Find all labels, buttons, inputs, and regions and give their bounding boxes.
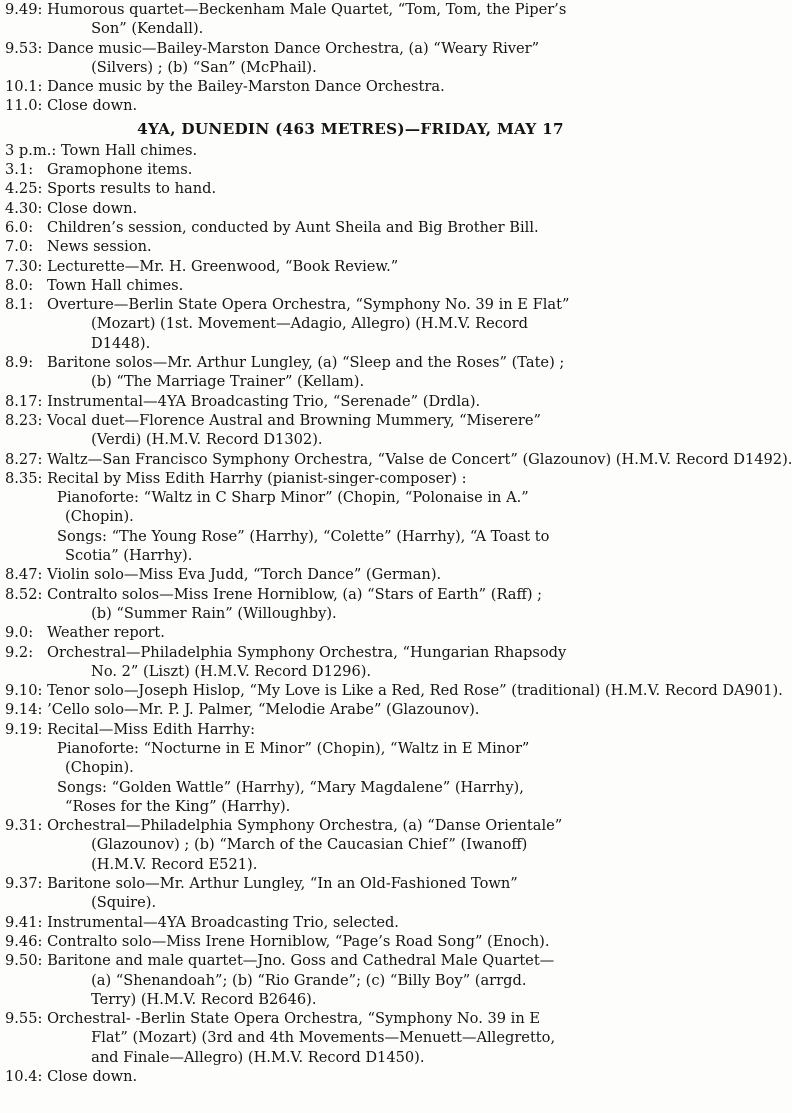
program-line: Son” (Kendall). xyxy=(91,20,204,38)
program-line: ’Cello solo—Mr. P. J. Palmer, “Melodie Arabe” (Glazounov). xyxy=(47,701,480,719)
program-entry xyxy=(5,450,792,469)
program-description xyxy=(47,276,696,295)
program-description xyxy=(47,565,696,584)
program-line: (Chopin). xyxy=(65,759,134,777)
program-line: Gramophone items. xyxy=(47,161,193,179)
program-entry xyxy=(5,1067,696,1086)
program-time: 8.47: xyxy=(5,566,48,584)
program-line: (Mozart) (1st. Movement—Adagio, Allegro) (H.M.V. Record xyxy=(91,315,528,333)
program-time: 6.0: xyxy=(5,218,48,236)
program-line: Flat” (Mozart) (3rd and 4th Movements—Menuett—Allegretto, xyxy=(91,1029,556,1047)
program-description xyxy=(47,720,696,739)
program-description xyxy=(47,39,696,78)
program-description xyxy=(47,951,696,1009)
program-line: Instrumental—4YA Broadcasting Trio, “Serenade” (Drdla). xyxy=(47,392,481,410)
program-entry xyxy=(5,739,696,778)
program-line: Baritone solo—Mr. Arthur Lungley, “In an Old-Fashioned Town” xyxy=(47,875,518,893)
program-line: (Squire). xyxy=(91,894,157,912)
program-description xyxy=(47,0,696,39)
program-description xyxy=(47,179,696,198)
program-entry xyxy=(5,295,696,353)
program-description xyxy=(47,295,696,353)
program-entry xyxy=(5,700,696,719)
program-entry xyxy=(5,392,696,411)
program-time: 3.1: xyxy=(5,161,48,179)
program-line: Orchestral- -Berlin State Opera Orchestra, “Symphony No. 39 in E xyxy=(47,1010,541,1028)
program-time: 3 p.m.: xyxy=(5,141,61,159)
program-entry xyxy=(5,643,696,682)
program-line: “Roses for the King” (Harrhy). xyxy=(65,797,291,815)
program-description xyxy=(47,411,696,450)
program-time: 4.25: xyxy=(5,180,48,198)
program-time xyxy=(5,739,57,778)
program-entry xyxy=(5,681,783,700)
program-time: 9.19: xyxy=(5,720,48,738)
program-time: 9.46: xyxy=(5,932,48,950)
program-time: 8.0: xyxy=(5,276,48,294)
program-entry xyxy=(5,199,696,218)
program-description xyxy=(47,469,696,488)
program-schedule xyxy=(5,141,792,1087)
program-line: Contralto solos—Miss Irene Horniblow, (a) “Stars of Earth” (Raff) ; xyxy=(47,585,543,603)
program-line: Recital by Miss Edith Harrhy (pianist-singer-composer) : xyxy=(47,469,467,487)
program-entry xyxy=(5,218,696,237)
program-entry xyxy=(5,932,696,951)
program-entry xyxy=(5,778,696,817)
program-entry xyxy=(5,411,696,450)
program-entry xyxy=(5,141,696,160)
program-line: (b) “The Marriage Trainer” (Kellam). xyxy=(91,373,365,391)
program-entry xyxy=(5,585,696,624)
program-line: (a) “Shenandoah”; (b) “Rio Grande”; (c) “Billy Boy” (arrgd. xyxy=(91,971,527,989)
program-line: Baritone solos—Mr. Arthur Lungley, (a) “Sleep and the Roses” (Tate) ; xyxy=(47,354,565,372)
program-line: (H.M.V. Record E521). xyxy=(91,855,258,873)
program-description xyxy=(47,585,696,624)
program-line: News session. xyxy=(47,238,152,256)
program-line: Orchestral—Philadelphia Symphony Orchestra, (a) “Danse Orientale” xyxy=(47,817,563,835)
program-entry xyxy=(5,179,696,198)
program-line: Songs: “The Young Rose” (Harrhy), “Colette” (Harrhy), “A Toast to xyxy=(57,527,550,545)
program-description xyxy=(47,353,696,392)
program-time: 4.30: xyxy=(5,199,48,217)
program-description xyxy=(47,874,696,913)
program-time: 9.2: xyxy=(5,643,48,661)
program-line: (Verdi) (H.M.V. Record D1302). xyxy=(91,431,323,449)
program-entry xyxy=(5,913,696,932)
program-line: Dance music by the Bailey-Marston Dance Orchestra. xyxy=(47,78,445,96)
program-line: Pianoforte: “Waltz in C Sharp Minor” (Chopin, “Polonaise in A.” xyxy=(57,489,529,507)
program-line: (b) “Summer Rain” (Willoughby). xyxy=(91,604,337,622)
program-line: Children’s session, conducted by Aunt Sheila and Big Brother Bill. xyxy=(47,218,539,236)
program-line: Weather report. xyxy=(47,624,165,642)
program-entry xyxy=(5,527,696,566)
program-line: Orchestral—Philadelphia Symphony Orchestra, “Hungarian Rhapsody xyxy=(47,643,567,661)
program-line: Town Hall chimes. xyxy=(60,141,198,159)
program-entry xyxy=(5,276,696,295)
program-description xyxy=(57,488,696,527)
program-line: Violin solo—Miss Eva Judd, “Torch Dance” (German). xyxy=(47,566,442,584)
program-time: 8.1: xyxy=(5,296,48,314)
program-time xyxy=(5,488,57,527)
program-entry xyxy=(5,96,696,115)
program-description xyxy=(47,77,696,96)
program-time: 9.0: xyxy=(5,624,48,642)
program-description xyxy=(47,237,696,256)
program-description xyxy=(47,218,696,237)
program-time xyxy=(5,778,57,817)
program-line: Lecturette—Mr. H. Greenwood, “Book Review.” xyxy=(47,257,399,275)
program-entry xyxy=(5,1009,696,1067)
program-line: Close down. xyxy=(47,1068,138,1086)
program-entry xyxy=(5,720,696,739)
program-time: 9.31: xyxy=(5,817,48,835)
program-description xyxy=(47,816,696,874)
program-time: 9.53: xyxy=(5,39,48,57)
program-time: 9.49: xyxy=(5,1,48,18)
program-time: 11.0: xyxy=(5,97,48,115)
program-description xyxy=(47,1067,696,1086)
program-entry xyxy=(5,488,696,527)
program-description xyxy=(57,527,696,566)
program-time: 8.52: xyxy=(5,585,48,603)
program-description xyxy=(47,392,696,411)
program-time: 10.1: xyxy=(5,78,48,96)
program-entry xyxy=(5,951,696,1009)
program-line: Pianoforte: “Nocturne in E Minor” (Chopin), “Waltz in E Minor” xyxy=(57,739,530,757)
program-line: No. 2” (Liszt) (H.M.V. Record D1296). xyxy=(91,662,372,680)
program-line: Dance music—Bailey-Marston Dance Orchestra, (a) “Weary River” xyxy=(47,39,540,57)
program-line: Tenor solo—Joseph Hislop, “My Love is Like a Red, Red Rose” (traditional) (H.M.V. Record DA901). xyxy=(47,682,783,700)
program-line: (Chopin). xyxy=(65,508,134,526)
program-time: 9.55: xyxy=(5,1010,48,1028)
program-time: 8.27: xyxy=(5,450,48,468)
program-entry xyxy=(5,469,696,488)
program-line: Close down. xyxy=(47,97,138,115)
program-line: (Silvers) ; (b) “San” (McPhail). xyxy=(91,58,317,76)
program-entry xyxy=(5,353,696,392)
program-time: 8.17: xyxy=(5,392,48,410)
program-line: Recital—Miss Edith Harrhy: xyxy=(47,720,256,738)
program-description xyxy=(57,739,696,778)
program-time: 8.35: xyxy=(5,469,48,487)
program-time: 7.0: xyxy=(5,238,48,256)
program-entry xyxy=(5,77,696,96)
program-entry xyxy=(5,816,696,874)
previous-station-listings xyxy=(5,0,696,116)
program-time: 9.14: xyxy=(5,701,48,719)
program-time xyxy=(5,527,57,566)
program-description xyxy=(47,913,696,932)
program-line: Humorous quartet—Beckenham Male Quartet, “Tom, Tom, the Piper’s xyxy=(47,1,567,18)
station-heading: 4YA, DUNEDIN (463 METRES)—FRIDAY, MAY 17 xyxy=(137,119,564,138)
program-description xyxy=(47,643,696,682)
program-line: and Finale—Allegro) (H.M.V. Record D1450). xyxy=(91,1048,425,1066)
program-entry xyxy=(5,0,696,39)
program-description xyxy=(47,450,792,469)
program-description xyxy=(47,1009,696,1067)
program-time: 10.4: xyxy=(5,1068,48,1086)
program-description xyxy=(47,681,783,700)
program-line: (Glazounov) ; (b) “March of the Caucasian Chief” (Iwanoff) xyxy=(91,836,528,854)
program-description xyxy=(61,141,696,160)
program-time: 9.10: xyxy=(5,682,48,700)
program-description xyxy=(47,199,696,218)
program-line: Close down. xyxy=(47,199,138,217)
program-entry xyxy=(5,39,696,78)
program-description xyxy=(47,623,696,642)
program-entry xyxy=(5,874,696,913)
program-time: 8.9: xyxy=(5,354,48,372)
program-line: Songs: “Golden Wattle” (Harrhy), “Mary Magdalene” (Harrhy), xyxy=(57,778,524,796)
program-time: 9.41: xyxy=(5,913,48,931)
program-line: Overture—Berlin State Opera Orchestra, “Symphony No. 39 in E Flat” xyxy=(47,296,570,314)
program-description xyxy=(47,160,696,179)
program-line: D1448). xyxy=(91,334,151,352)
program-line: Terry) (H.M.V. Record B2646). xyxy=(91,990,317,1008)
program-description xyxy=(47,700,696,719)
program-line: Sports results to hand. xyxy=(47,180,217,198)
program-line: Waltz—San Francisco Symphony Orchestra, “Valse de Concert” (Glazounov) (H.M.V. Record D1492). xyxy=(47,450,792,468)
program-description xyxy=(47,96,696,115)
program-entry xyxy=(5,257,696,276)
program-time: 9.50: xyxy=(5,952,48,970)
program-line: Baritone and male quartet—Jno. Goss and Cathedral Male Quartet— xyxy=(47,952,555,970)
program-entry xyxy=(5,565,696,584)
program-line: Vocal duet—Florence Austral and Browning Mummery, “Miserere” xyxy=(47,411,541,429)
program-description xyxy=(47,932,696,951)
program-description xyxy=(57,778,696,817)
program-entry xyxy=(5,623,696,642)
program-time: 9.37: xyxy=(5,875,48,893)
program-description xyxy=(47,257,696,276)
program-line: Town Hall chimes. xyxy=(47,276,184,294)
program-entry xyxy=(5,237,696,256)
program-line: Scotia” (Harrhy). xyxy=(65,547,193,565)
program-time: 8.23: xyxy=(5,411,48,429)
program-time: 7.30: xyxy=(5,257,48,275)
program-entry xyxy=(5,160,696,179)
program-line: Contralto solo—Miss Irene Horniblow, “Page’s Road Song” (Enoch). xyxy=(47,932,550,950)
program-line: Instrumental—4YA Broadcasting Trio, selected. xyxy=(47,913,399,931)
